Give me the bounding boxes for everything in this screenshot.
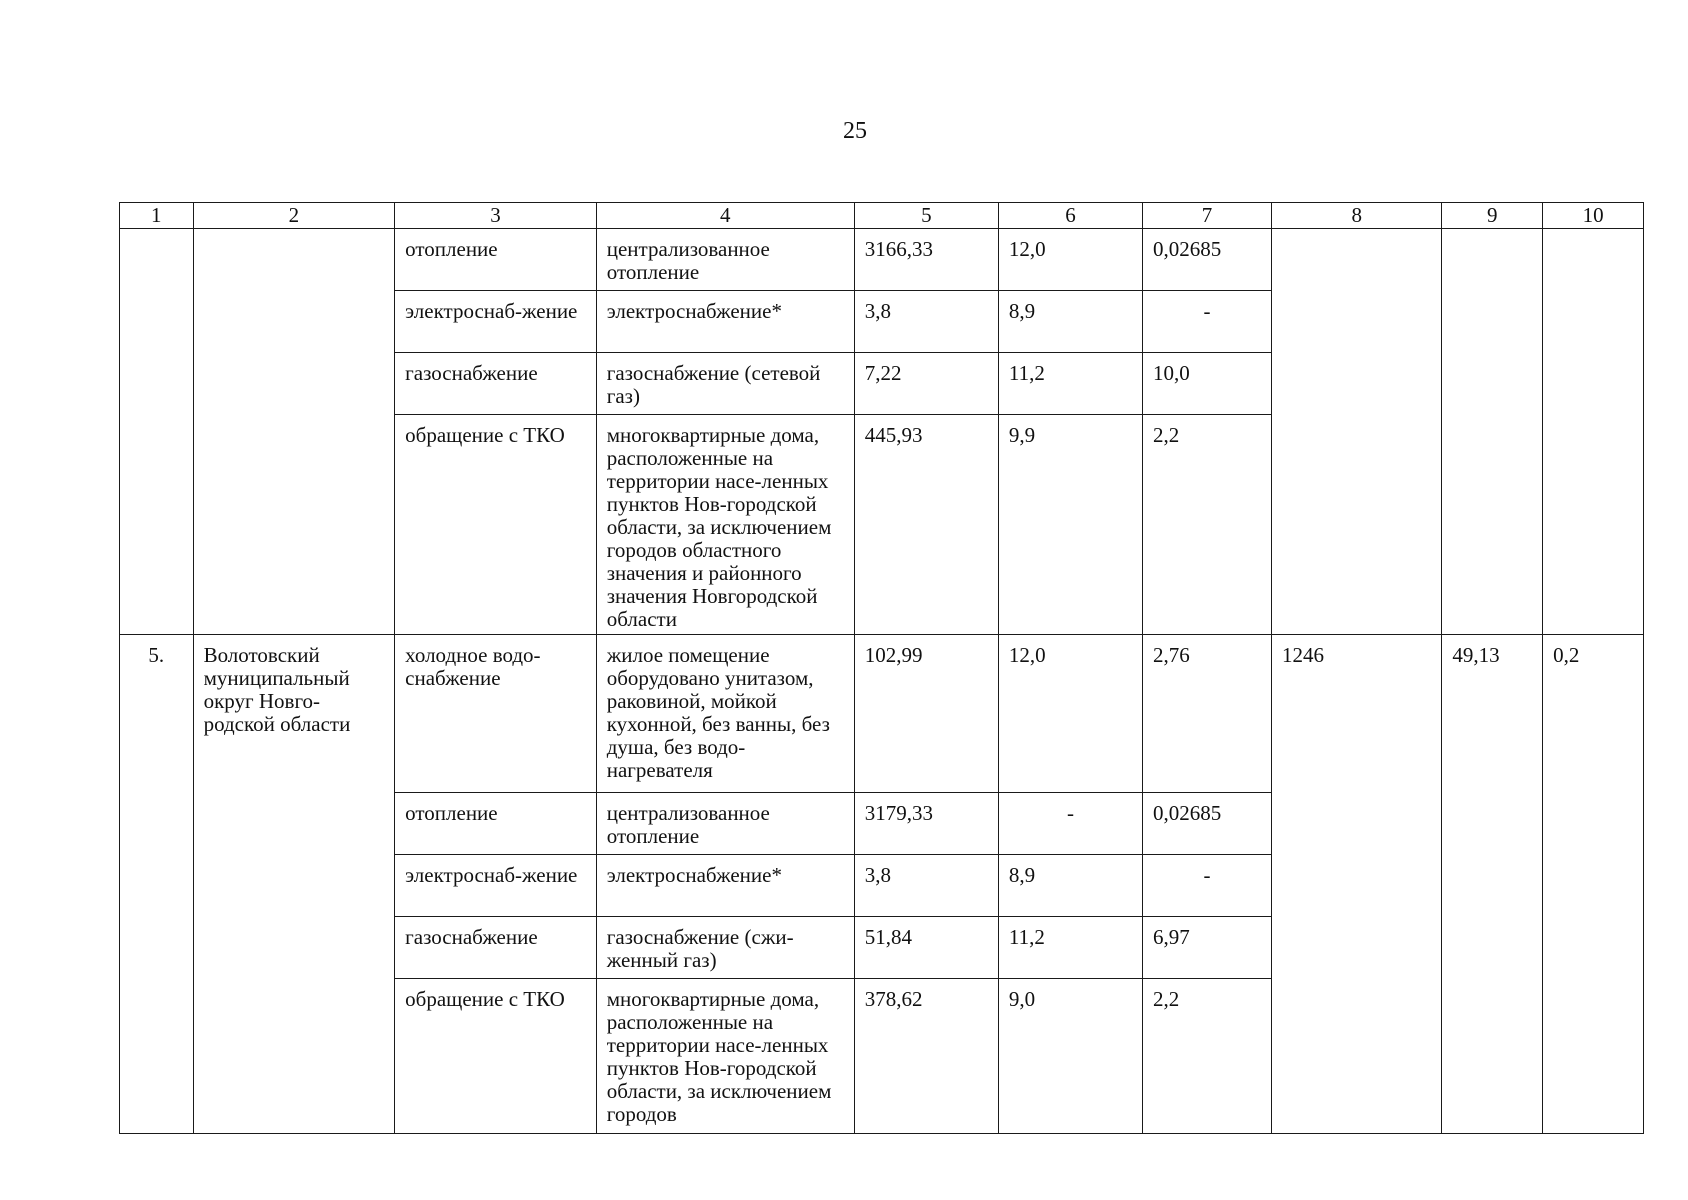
header-col-5: 5 — [854, 203, 998, 229]
cell-col10: 0,2 — [1543, 635, 1644, 1134]
cell-col7: 0,02685 — [1143, 793, 1272, 855]
cell-col6: 8,9 — [998, 855, 1142, 917]
cell-description: электроснабжение* — [596, 291, 854, 353]
cell-col5: 102,99 — [854, 635, 998, 793]
header-col-4: 4 — [596, 203, 854, 229]
cell-col7: 2,2 — [1143, 415, 1272, 635]
header-col-8: 8 — [1272, 203, 1442, 229]
cell-col6: 11,2 — [998, 917, 1142, 979]
cell-col8: 1246 — [1272, 635, 1442, 1134]
cell-col7: 0,02685 — [1143, 229, 1272, 291]
cell-service: обращение с ТКО — [395, 415, 597, 635]
cell-description: централизованное отопление — [596, 229, 854, 291]
cell-num-continued — [120, 229, 194, 635]
table-row — [120, 229, 1644, 291]
cell-description: электроснабжение* — [596, 855, 854, 917]
cell-col5: 7,22 — [854, 353, 998, 415]
page-number: 25 — [843, 118, 867, 144]
cell-col5: 3,8 — [854, 291, 998, 353]
cell-description: централизованное отопление — [596, 793, 854, 855]
cell-col5: 51,84 — [854, 917, 998, 979]
cell-service: отопление — [395, 229, 597, 291]
header-col-3: 3 — [395, 203, 597, 229]
cell-col7: 2,76 — [1143, 635, 1272, 793]
cell-col5: 378,62 — [854, 979, 998, 1134]
cell-col6: - — [998, 793, 1142, 855]
cell-col6: 9,9 — [998, 415, 1142, 635]
cell-col6: 11,2 — [998, 353, 1142, 415]
header-col-6: 6 — [998, 203, 1142, 229]
cell-col7: 2,2 — [1143, 979, 1272, 1134]
header-col-7: 7 — [1143, 203, 1272, 229]
cell-col6: 12,0 — [998, 635, 1142, 793]
cell-col6: 9,0 — [998, 979, 1142, 1134]
cell-col7: - — [1143, 855, 1272, 917]
cell-col5: 3,8 — [854, 855, 998, 917]
cell-service: обращение с ТКО — [395, 979, 597, 1134]
cell-col5: 445,93 — [854, 415, 998, 635]
cell-service: холодное водо-снабжение — [395, 635, 597, 793]
cell-col6: 8,9 — [998, 291, 1142, 353]
cell-district: Волотовский муниципальный округ Новго-родской области — [193, 635, 395, 1134]
cell-col9-continued — [1442, 229, 1543, 635]
cell-description: многоквартирные дома, расположенные на территории насе-ленных пунктов Нов-городской области, за исключением городов — [596, 979, 854, 1134]
cell-service: газоснабжение — [395, 917, 597, 979]
cell-service: газоснабжение — [395, 353, 597, 415]
cell-service: электроснаб-жение — [395, 855, 597, 917]
cell-num: 5. — [120, 635, 194, 1134]
tariff-table — [119, 202, 1644, 1134]
cell-service: электроснаб-жение — [395, 291, 597, 353]
cell-col5: 3166,33 — [854, 229, 998, 291]
header-col-2: 2 — [193, 203, 395, 229]
cell-description: многоквартирные дома, расположенные на территории насе-ленных пунктов Нов-городской области, за исключением городов областного значения и районного значения Новгородской области — [596, 415, 854, 635]
cell-col9: 49,13 — [1442, 635, 1543, 1134]
cell-col5: 3179,33 — [854, 793, 998, 855]
cell-col7: 10,0 — [1143, 353, 1272, 415]
cell-col10-continued — [1543, 229, 1644, 635]
cell-col7: - — [1143, 291, 1272, 353]
cell-district-continued — [193, 229, 395, 635]
cell-description: жилое помещение оборудовано унитазом, раковиной, мойкой кухонной, без ванны, без душа, без водо-нагревателя — [596, 635, 854, 793]
cell-service: отопление — [395, 793, 597, 855]
table-row — [120, 635, 1644, 793]
cell-description: газоснабжение (сетевой газ) — [596, 353, 854, 415]
header-col-10: 10 — [1543, 203, 1644, 229]
cell-description: газоснабжение (сжи-женный газ) — [596, 917, 854, 979]
cell-col7: 6,97 — [1143, 917, 1272, 979]
header-row — [120, 203, 1644, 229]
header-col-1: 1 — [120, 203, 194, 229]
cell-col6: 12,0 — [998, 229, 1142, 291]
header-col-9: 9 — [1442, 203, 1543, 229]
cell-col8-continued — [1272, 229, 1442, 635]
